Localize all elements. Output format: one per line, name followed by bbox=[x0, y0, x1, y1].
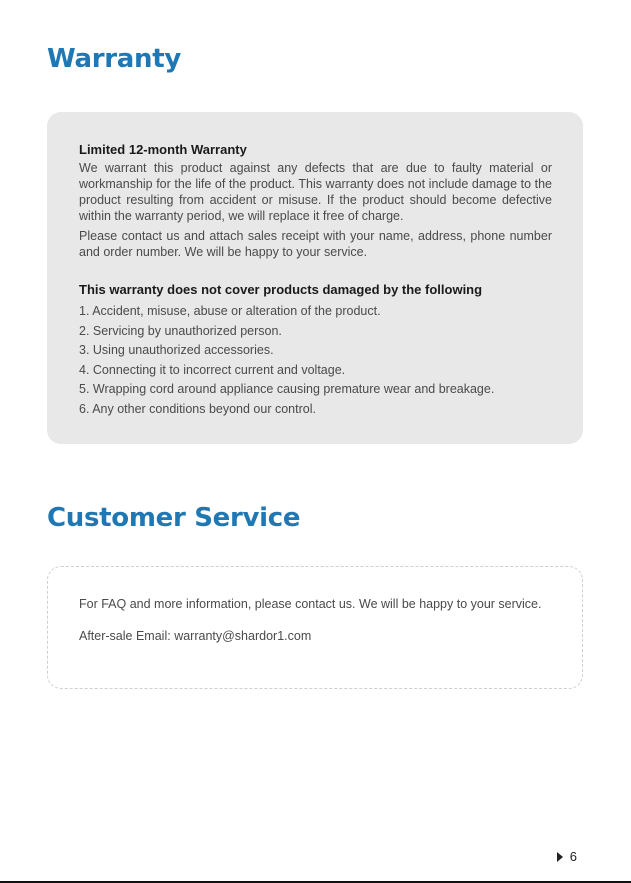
warranty-paragraph-1: We warrant this product against any defects that are due to faulty material or workmanship for the life of the product. This warranty does not include damage to the product resulting from accident or misuse. If the product should become defective within the warranty period, we will replace it free of charge. bbox=[79, 161, 552, 223]
customer-service-box bbox=[47, 566, 583, 689]
email-line bbox=[79, 628, 551, 644]
exclusion-item: 5. Wrapping cord around appliance causing premature wear and breakage. bbox=[79, 382, 495, 396]
exclusions-heading: This warranty does not cover products damaged by the following bbox=[79, 282, 483, 297]
warranty-heading: Limited 12-month Warranty bbox=[79, 142, 247, 157]
exclusion-item: 1. Accident, misuse, abuse or alteration of the product. bbox=[79, 304, 381, 318]
customer-service-paragraph: For FAQ and more information, please contact us. We will be happy to your service. bbox=[79, 597, 542, 611]
triangle-right-icon bbox=[557, 852, 563, 862]
exclusion-item: 3. Using unauthorized accessories. bbox=[79, 343, 274, 357]
exclusion-item: 4. Connecting it to incorrect current and voltage. bbox=[79, 362, 346, 377]
email-label: After-sale Email: bbox=[79, 629, 171, 643]
exclusions-list bbox=[79, 302, 552, 419]
email-address[interactable]: warranty@shardor1.com bbox=[174, 629, 312, 643]
exclusion-item: 2. Servicing by unauthorized person. bbox=[79, 323, 282, 338]
page-number bbox=[557, 849, 577, 864]
warranty-paragraph-2: Please contact us and attach sales receipt with your name, address, phone number and order number. We will be happy to your service. bbox=[79, 229, 552, 259]
warranty-box bbox=[47, 112, 583, 444]
warranty-title: Warranty bbox=[47, 44, 181, 74]
page-number-value: 6 bbox=[569, 849, 577, 864]
customer-service-title: Customer Service bbox=[47, 503, 301, 533]
exclusion-item: 6. Any other conditions beyond our control. bbox=[79, 401, 316, 416]
